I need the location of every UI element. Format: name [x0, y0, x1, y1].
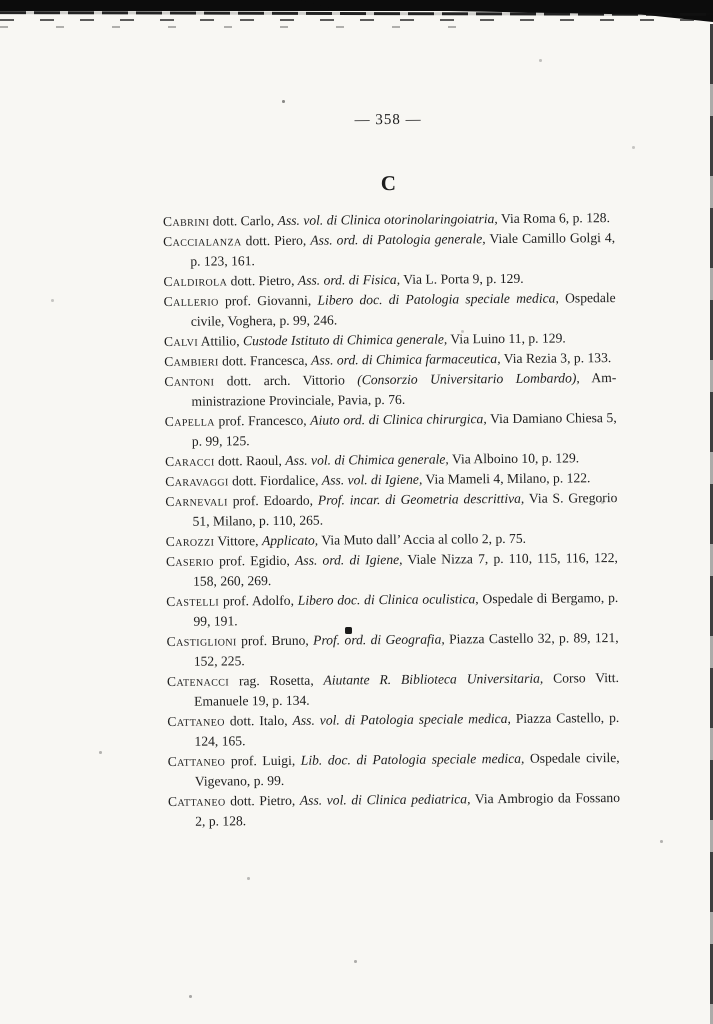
directory-entry: [166, 548, 618, 592]
entry-text: prof. Giovanni,: [218, 292, 318, 309]
entry-surname: Caccialanza: [163, 233, 242, 249]
entry-surname: Capella: [164, 413, 215, 429]
entry-surname: Cattaneo: [167, 753, 226, 769]
entry-surname: Carnevali: [165, 493, 228, 509]
entry-surname: Caracci: [164, 453, 215, 469]
directory-entry: [168, 748, 620, 792]
entry-text: dott. Italo,: [224, 712, 293, 729]
entry-text: dott. Francesca,: [218, 352, 312, 369]
entry-text: Piazza Castello 32, p. 89, 121, 152, 225.: [193, 630, 619, 669]
directory-entry: [167, 628, 619, 672]
entry-text: Via S. Gregorio 51, Milano, p. 110, 265.: [192, 490, 618, 529]
entry-text: Ospedale civile, Voghera, p. 99, 246.: [190, 290, 616, 329]
entry-role-italic: Libero doc. di Clinica oculistica,: [297, 591, 479, 608]
entry-text: Via Damiano Chiesa 5, p. 99, 125.: [191, 410, 617, 449]
entry-text: Attilio,: [197, 333, 244, 349]
entry-text: dott. Pietro,: [227, 272, 298, 289]
directory-entry: [168, 788, 620, 832]
entry-text: Vittore,: [214, 533, 262, 549]
entry-text: Viale Nizza 7, p. 110, 115, 116, 122, 158, 260, 269.: [193, 550, 618, 589]
entry-text: Via Roma 6, p. 128.: [497, 210, 611, 227]
entry-role-italic: Applicato,: [261, 532, 319, 549]
entry-surname: Cambieri: [164, 353, 219, 369]
entry-role-italic: Libero doc. di Patologia speciale medica,: [317, 290, 559, 308]
page-number: — 358 —: [354, 111, 422, 129]
entry-text: prof. Adolfo,: [219, 592, 298, 609]
entry-text: Via Mameli 4, Milano, p. 122.: [422, 470, 591, 487]
scan-streak: [0, 26, 485, 28]
entry-text: rag. Rosetta,: [229, 672, 324, 689]
directory-entry: [164, 368, 616, 412]
directory-entry: [163, 228, 615, 272]
scan-streak: [0, 19, 713, 21]
entry-role-italic: Prof. ord. di Geografia,: [313, 631, 445, 648]
directory-entry: [165, 408, 617, 452]
entry-text: Via Rezia 3, p. 133.: [500, 350, 612, 367]
entry-text: Via Ambrogio da Fossano 2, p. 128.: [195, 790, 621, 829]
entry-role-italic: Aiuto ord. di Clinica chirurgica,: [310, 411, 487, 428]
entry-role-italic: Ass. ord. di Patologia generale,: [310, 231, 486, 248]
directory-entry: [167, 668, 619, 712]
directory-entry: [165, 488, 617, 532]
page-content: [162, 110, 620, 832]
entry-text: dott. Piero,: [241, 232, 311, 249]
entry-surname: Castiglioni: [166, 633, 237, 649]
directory-entry: [164, 288, 616, 332]
entry-surname: Catenacci: [166, 673, 230, 689]
entry-role-italic: (Consorzio Universitario Lombardo),: [357, 370, 580, 388]
entry-surname: Callerio: [163, 293, 219, 309]
entry-text: dott. Raoul,: [214, 452, 286, 469]
entry-surname: Cantoni: [164, 373, 215, 389]
entry-text: Corso Vitt. Emanuele 19, p. 134.: [194, 670, 620, 709]
entry-role-italic: Ass. vol. di Clinica otorinolaringoiatria,: [277, 211, 498, 228]
entry-role-italic: Ass. ord. di Chimica farmaceutica,: [311, 351, 501, 368]
entry-text: Ospedale civile, Vigevano, p. 99.: [194, 750, 620, 789]
entry-text: prof. Bruno,: [236, 632, 314, 649]
entry-surname: Carozzi: [165, 533, 215, 549]
entry-text: dott. Carlo,: [209, 212, 278, 229]
entry-surname: Caserio: [165, 553, 214, 569]
entry-role-italic: Lib. doc. di Patologia speciale medica,: [300, 750, 525, 768]
section-letter-heading: C: [380, 170, 397, 196]
entry-text: Via Alboino 10, p. 129.: [448, 450, 580, 467]
scan-streak: [0, 11, 713, 16]
entry-role-italic: Ass. vol. di Chimica generale,: [285, 451, 449, 468]
entry-text: prof. Edoardo,: [227, 492, 318, 509]
directory-entry: [167, 708, 619, 752]
entry-role-italic: Aiutante R. Biblioteca Universitaria,: [323, 670, 544, 688]
entry-surname: Castelli: [166, 593, 220, 609]
directory-entry: [166, 588, 618, 632]
entry-role-italic: Prof. incar. di Geometria descrittiva,: [317, 490, 525, 508]
entry-text: Via Muto dall’ Accia al collo 2, p. 75.: [318, 530, 527, 548]
entry-role-italic: Ass. ord. di Fisica,: [297, 271, 401, 288]
entry-role-italic: Custode Istituto di Chimica generale,: [242, 331, 448, 349]
entry-text: Via L. Porta 9, p. 129.: [400, 270, 524, 287]
entry-surname: Cattaneo: [167, 713, 225, 729]
entry-text: dott. Fiordalice,: [228, 472, 322, 489]
entry-role-italic: Ass. vol. di Patologia speciale medica,: [292, 710, 511, 728]
entry-surname: Caravaggi: [165, 473, 229, 489]
entry-role-italic: Ass. vol. di Igiene,: [321, 471, 423, 488]
entry-surname: Cabrini: [162, 213, 210, 229]
entry-text: dott. arch. Vittorio: [214, 372, 358, 389]
entry-text: prof. Egidio,: [213, 552, 296, 569]
entry-surname: Caldirola: [163, 273, 228, 289]
entry-surname: Calvi: [163, 333, 199, 349]
scan-specks-and-ink-blot: [0, 0, 1, 1]
entry-text: prof. Luigi,: [225, 752, 301, 769]
entry-text: Piazza Castello, p. 124, 165.: [194, 710, 620, 749]
entry-text: dott. Pietro,: [225, 792, 300, 809]
entry-role-italic: Ass. ord. di Igiene,: [294, 551, 403, 568]
entry-text: Via Luino 11, p. 129.: [447, 330, 566, 347]
entry-text: prof. Francesco,: [214, 412, 311, 429]
entry-text: Amministrazione Provinciale, Pavia, p. 76.: [191, 370, 617, 409]
entries-list: [163, 208, 620, 832]
entry-text: Viale Camillo Golgi 4, p. 123, 161.: [190, 230, 616, 269]
entry-role-italic: Ass. vol. di Clinica pediatrica,: [299, 791, 471, 808]
entry-text: Ospedale di Bergamo, p. 99, 191.: [193, 590, 619, 629]
entry-surname: Cattaneo: [167, 793, 226, 809]
